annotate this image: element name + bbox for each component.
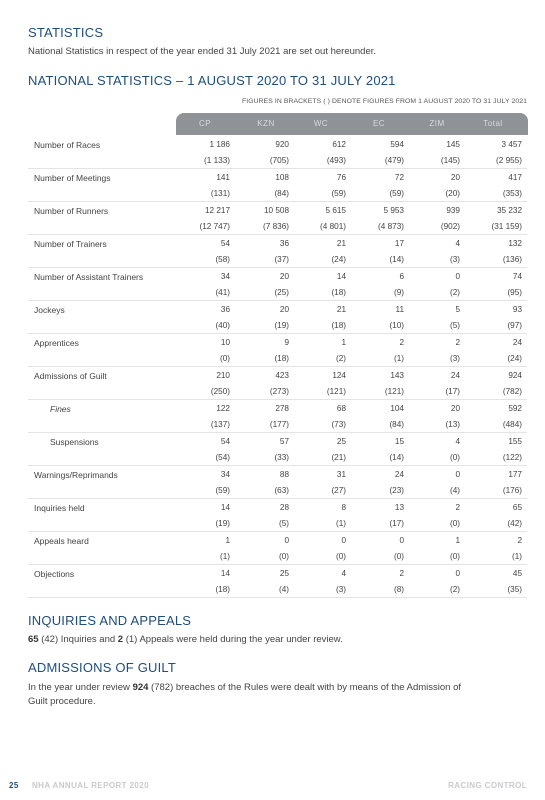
- table-cell-current: 72: [394, 173, 404, 182]
- table-cell-current: 93: [512, 305, 522, 314]
- table-cell-current: 76: [336, 173, 346, 182]
- table-cell-current: 24: [450, 371, 460, 380]
- table-cell-previous: (902): [440, 222, 460, 231]
- table-cell-previous: (14): [389, 255, 404, 264]
- admissions-heading: ADMISSIONS OF GUILT: [28, 660, 177, 675]
- table-cell-previous: (145): [440, 156, 460, 165]
- table-cell-previous: (59): [215, 486, 230, 495]
- admissions-text: [28, 682, 461, 693]
- row-separator: [28, 465, 527, 466]
- table-cell-previous: (2): [449, 585, 460, 594]
- table-cell-current: 108: [275, 173, 289, 182]
- table-cell-current: 5 615: [325, 206, 346, 215]
- row-label: Jockeys: [34, 305, 65, 315]
- table-cell-current: 592: [508, 404, 522, 413]
- table-cell-current: 924: [508, 371, 522, 380]
- table-cell-previous: (0): [278, 552, 289, 561]
- table-cell-previous: (40): [215, 321, 230, 330]
- table-cell-previous: (18): [331, 288, 346, 297]
- table-cell-previous: (7 836): [263, 222, 289, 231]
- table-cell-previous: (3): [449, 354, 460, 363]
- row-label: Inquiries held: [34, 503, 85, 513]
- table-cell-previous: (2): [335, 354, 346, 363]
- table-cell-previous: (0): [449, 453, 460, 462]
- table-cell-previous: (19): [215, 519, 230, 528]
- table-cell-current: 4: [455, 239, 460, 248]
- table-cell-current: 24: [394, 470, 404, 479]
- table-cell-current: 5 953: [383, 206, 404, 215]
- table-cell-current: 2: [455, 338, 460, 347]
- table-cell-previous: (24): [507, 354, 522, 363]
- table-cell-current: 132: [508, 239, 522, 248]
- table-cell-current: 143: [390, 371, 404, 380]
- table-cell-previous: (0): [335, 552, 346, 561]
- table-cell-current: 34: [220, 272, 230, 281]
- table-cell-current: 0: [455, 470, 460, 479]
- table-cell-previous: (1): [511, 552, 522, 561]
- table-cell-previous: (353): [502, 189, 522, 198]
- row-separator: [28, 333, 527, 334]
- table-cell-previous: (250): [210, 387, 230, 396]
- table-cell-previous: (95): [507, 288, 522, 297]
- table-cell-current: 2: [399, 338, 404, 347]
- table-cell-previous: (14): [389, 453, 404, 462]
- table-cell-current: 54: [220, 437, 230, 446]
- table-cell-previous: (25): [274, 288, 289, 297]
- table-cell-current: 1: [341, 338, 346, 347]
- table-cell-current: 36: [279, 239, 289, 248]
- table-cell-current: 4: [455, 437, 460, 446]
- appeals-count: 2: [117, 634, 124, 645]
- table-cell-previous: (18): [274, 354, 289, 363]
- table-cell-current: 57: [279, 437, 289, 446]
- table-cell-previous: (0): [449, 519, 460, 528]
- table-cell-current: 6: [399, 272, 404, 281]
- row-separator: [28, 267, 527, 268]
- table-cell-previous: (21): [331, 453, 346, 462]
- table-cell-previous: (17): [445, 387, 460, 396]
- table-cell-current: 12 217: [204, 206, 230, 215]
- table-cell-previous: (0): [219, 354, 230, 363]
- statistics-heading: STATISTICS: [28, 25, 104, 40]
- admissions-count: 924: [132, 682, 149, 693]
- row-separator: [28, 201, 527, 202]
- column-header: WC: [313, 119, 329, 128]
- row-separator: [28, 168, 527, 169]
- column-header: Total: [483, 119, 503, 128]
- footer-report-title: NHA ANNUAL REPORT 2020: [32, 781, 149, 790]
- table-cell-current: 65: [512, 503, 522, 512]
- table-cell-previous: (42): [507, 519, 522, 528]
- table-cell-previous: (17): [389, 519, 404, 528]
- table-cell-current: 417: [508, 173, 522, 182]
- table-cell-previous: (782): [502, 387, 522, 396]
- table-cell-previous: (2 955): [496, 156, 522, 165]
- table-cell-current: 1 186: [209, 140, 230, 149]
- table-cell-previous: (37): [274, 255, 289, 264]
- brackets-note: FIGURES IN BRACKETS ( ) DENOTE FIGURES FROM 1 AUGUST 2020 TO 31 JULY 2021: [241, 98, 527, 105]
- table-cell-previous: (122): [502, 453, 522, 462]
- table-cell-previous: (8): [393, 585, 404, 594]
- table-cell-previous: (4): [278, 585, 289, 594]
- table-cell-previous: (1 133): [204, 156, 230, 165]
- table-cell-current: 1: [455, 536, 460, 545]
- statistics-intro: National Statistics in respect of the year ended 31 July 2021 are set out hereunder.: [28, 46, 377, 57]
- table-cell-current: 20: [279, 305, 289, 314]
- table-cell-current: 28: [279, 503, 289, 512]
- table-cell-current: 2: [455, 503, 460, 512]
- admissions-text-a: In the year under review: [28, 682, 133, 693]
- row-label: Objections: [34, 569, 75, 579]
- table-cell-previous: (176): [502, 486, 522, 495]
- row-separator: [28, 498, 527, 499]
- table-cell-current: 939: [446, 206, 460, 215]
- table-cell-current: 17: [394, 239, 404, 248]
- column-header: KZN: [257, 119, 275, 128]
- table-cell-previous: (2): [449, 288, 460, 297]
- table-cell-current: 88: [279, 470, 289, 479]
- table-cell-current: 8: [341, 503, 346, 512]
- inquiries-text-a: (42) Inquiries and: [38, 634, 118, 645]
- row-separator: [28, 531, 527, 532]
- table-cell-previous: (131): [210, 189, 230, 198]
- table-cell-previous: (3): [449, 255, 460, 264]
- table-cell-current: 177: [508, 470, 522, 479]
- table-cell-current: 10: [220, 338, 230, 347]
- table-cell-previous: (5): [449, 321, 460, 330]
- table-cell-current: 104: [390, 404, 404, 413]
- row-label: Number of Trainers: [34, 239, 107, 249]
- table-cell-current: 74: [512, 272, 522, 281]
- table-cell-current: 20: [279, 272, 289, 281]
- table-cell-current: 14: [220, 503, 230, 512]
- table-cell-current: 14: [336, 272, 346, 281]
- table-cell-current: 25: [336, 437, 346, 446]
- table-cell-current: 10 508: [263, 206, 289, 215]
- table-cell-current: 20: [450, 404, 460, 413]
- table-cell-current: 21: [336, 305, 346, 314]
- table-cell-current: 0: [341, 536, 346, 545]
- table-cell-current: 36: [220, 305, 230, 314]
- admissions-text-b: (782) breaches of the Rules were dealt with by means of the Admission of: [148, 682, 462, 693]
- inquiries-heading: INQUIRIES AND APPEALS: [28, 613, 192, 628]
- table-cell-current: 0: [455, 272, 460, 281]
- table-cell-previous: (20): [445, 189, 460, 198]
- table-cell-previous: (1): [219, 552, 230, 561]
- row-separator: [28, 564, 527, 565]
- table-cell-previous: (18): [215, 585, 230, 594]
- table-cell-previous: (493): [326, 156, 346, 165]
- table-cell-current: 612: [332, 140, 346, 149]
- table-cell-previous: (9): [393, 288, 404, 297]
- table-cell-current: 920: [275, 140, 289, 149]
- table-cell-previous: (273): [269, 387, 289, 396]
- table-cell-previous: (4 873): [378, 222, 404, 231]
- table-cell-current: 25: [279, 569, 289, 578]
- table-cell-current: 2: [399, 569, 404, 578]
- table-cell-previous: (484): [502, 420, 522, 429]
- row-label: Number of Races: [34, 140, 101, 150]
- row-separator: [28, 300, 527, 301]
- row-label: Warnings/Reprimands: [34, 470, 118, 480]
- table-cell-previous: (35): [507, 585, 522, 594]
- table-cell-previous: (41): [215, 288, 230, 297]
- table-header: [176, 113, 528, 135]
- row-separator: [28, 597, 527, 598]
- inquiries-text-b: (1) Appeals were held during the year under review.: [123, 634, 343, 645]
- row-label: Number of Meetings: [34, 173, 111, 183]
- table-cell-current: 54: [220, 239, 230, 248]
- table-cell-current: 210: [216, 371, 230, 380]
- table-cell-previous: (705): [269, 156, 289, 165]
- footer-section-name: RACING CONTROL: [448, 781, 527, 790]
- table-cell-current: 24: [512, 338, 522, 347]
- column-header: ZIM: [429, 119, 445, 128]
- table-cell-current: 124: [332, 371, 346, 380]
- row-separator: [28, 432, 527, 433]
- table-cell-previous: (59): [331, 189, 346, 198]
- table-cell-current: 141: [216, 173, 230, 182]
- table-cell-current: 31: [336, 470, 346, 479]
- table-cell-previous: (479): [384, 156, 404, 165]
- inquiries-text: [28, 634, 343, 645]
- table-cell-previous: (19): [274, 321, 289, 330]
- table-cell-current: 15: [394, 437, 404, 446]
- table-cell-previous: (54): [215, 453, 230, 462]
- table-cell-previous: (13): [445, 420, 460, 429]
- row-label: Apprentices: [34, 338, 79, 348]
- table-cell-previous: (84): [274, 189, 289, 198]
- table-cell-current: 14: [220, 569, 230, 578]
- table-cell-current: 0: [284, 536, 289, 545]
- row-label: Admissions of Guilt: [34, 371, 107, 381]
- table-cell-current: 2: [517, 536, 522, 545]
- table-cell-previous: (33): [274, 453, 289, 462]
- table-cell-previous: (121): [384, 387, 404, 396]
- table-cell-current: 21: [336, 239, 346, 248]
- row-label: Number of Runners: [34, 206, 109, 216]
- table-cell-previous: (97): [507, 321, 522, 330]
- national-statistics-heading: NATIONAL STATISTICS – 1 AUGUST 2020 TO 31 JULY 2021: [28, 73, 396, 88]
- table-cell-previous: (1): [393, 354, 404, 363]
- table-cell-previous: (4): [449, 486, 460, 495]
- table-cell-current: 11: [395, 305, 404, 314]
- row-separator: [28, 399, 527, 400]
- table-cell-previous: (0): [449, 552, 460, 561]
- table-cell-current: 145: [446, 140, 460, 149]
- table-cell-previous: (3): [335, 585, 346, 594]
- table-cell-previous: (10): [389, 321, 404, 330]
- table-cell-current: 4: [341, 569, 346, 578]
- table-cell-previous: (5): [278, 519, 289, 528]
- table-cell-current: 3 457: [501, 140, 522, 149]
- table-cell-current: 68: [336, 404, 346, 413]
- inquiries-count: 65: [28, 634, 39, 645]
- table-cell-previous: (121): [326, 387, 346, 396]
- table-cell-previous: (84): [389, 420, 404, 429]
- table-cell-current: 0: [455, 569, 460, 578]
- table-cell-previous: (63): [274, 486, 289, 495]
- table-cell-previous: (4 801): [320, 222, 346, 231]
- table-cell-current: 278: [275, 404, 289, 413]
- table-cell-previous: (27): [331, 486, 346, 495]
- table-cell-current: 13: [394, 503, 404, 512]
- admissions-text-line2: Guilt procedure.: [28, 696, 96, 707]
- table-cell-current: 122: [216, 404, 230, 413]
- row-separator: [28, 234, 527, 235]
- table-cell-previous: (59): [389, 189, 404, 198]
- table-cell-previous: (137): [210, 420, 230, 429]
- table-cell-current: 5: [455, 305, 460, 314]
- table-cell-previous: (177): [269, 420, 289, 429]
- row-label: Number of Assistant Trainers: [34, 272, 144, 282]
- table-cell-previous: (24): [331, 255, 346, 264]
- table-cell-current: 20: [450, 173, 460, 182]
- table-cell-previous: (73): [331, 420, 346, 429]
- table-cell-previous: (58): [215, 255, 230, 264]
- row-label: Suspensions: [50, 437, 99, 447]
- table-cell-previous: (12 747): [199, 222, 230, 231]
- table-cell-previous: (31 159): [491, 222, 522, 231]
- table-cell-current: 9: [284, 338, 289, 347]
- table-cell-previous: (0): [393, 552, 404, 561]
- table-cell-current: 34: [220, 470, 230, 479]
- table-cell-current: 594: [390, 140, 404, 149]
- table-cell-previous: (23): [389, 486, 404, 495]
- column-header: CP: [198, 119, 212, 128]
- table-cell-current: 423: [275, 371, 289, 380]
- table-cell-current: 0: [399, 536, 404, 545]
- table-cell-current: 35 232: [496, 206, 522, 215]
- table-cell-current: 45: [512, 569, 522, 578]
- table-cell-current: 1: [225, 536, 230, 545]
- table-cell-previous: (136): [502, 255, 522, 264]
- row-label: Appeals heard: [34, 536, 89, 546]
- table-cell-previous: (18): [331, 321, 346, 330]
- column-header: EC: [372, 119, 386, 128]
- table-cell-previous: (1): [335, 519, 346, 528]
- table-cell-current: 155: [508, 437, 522, 446]
- footer-page-number: 25: [9, 781, 19, 790]
- row-label: Fines: [50, 404, 71, 414]
- row-separator: [28, 366, 527, 367]
